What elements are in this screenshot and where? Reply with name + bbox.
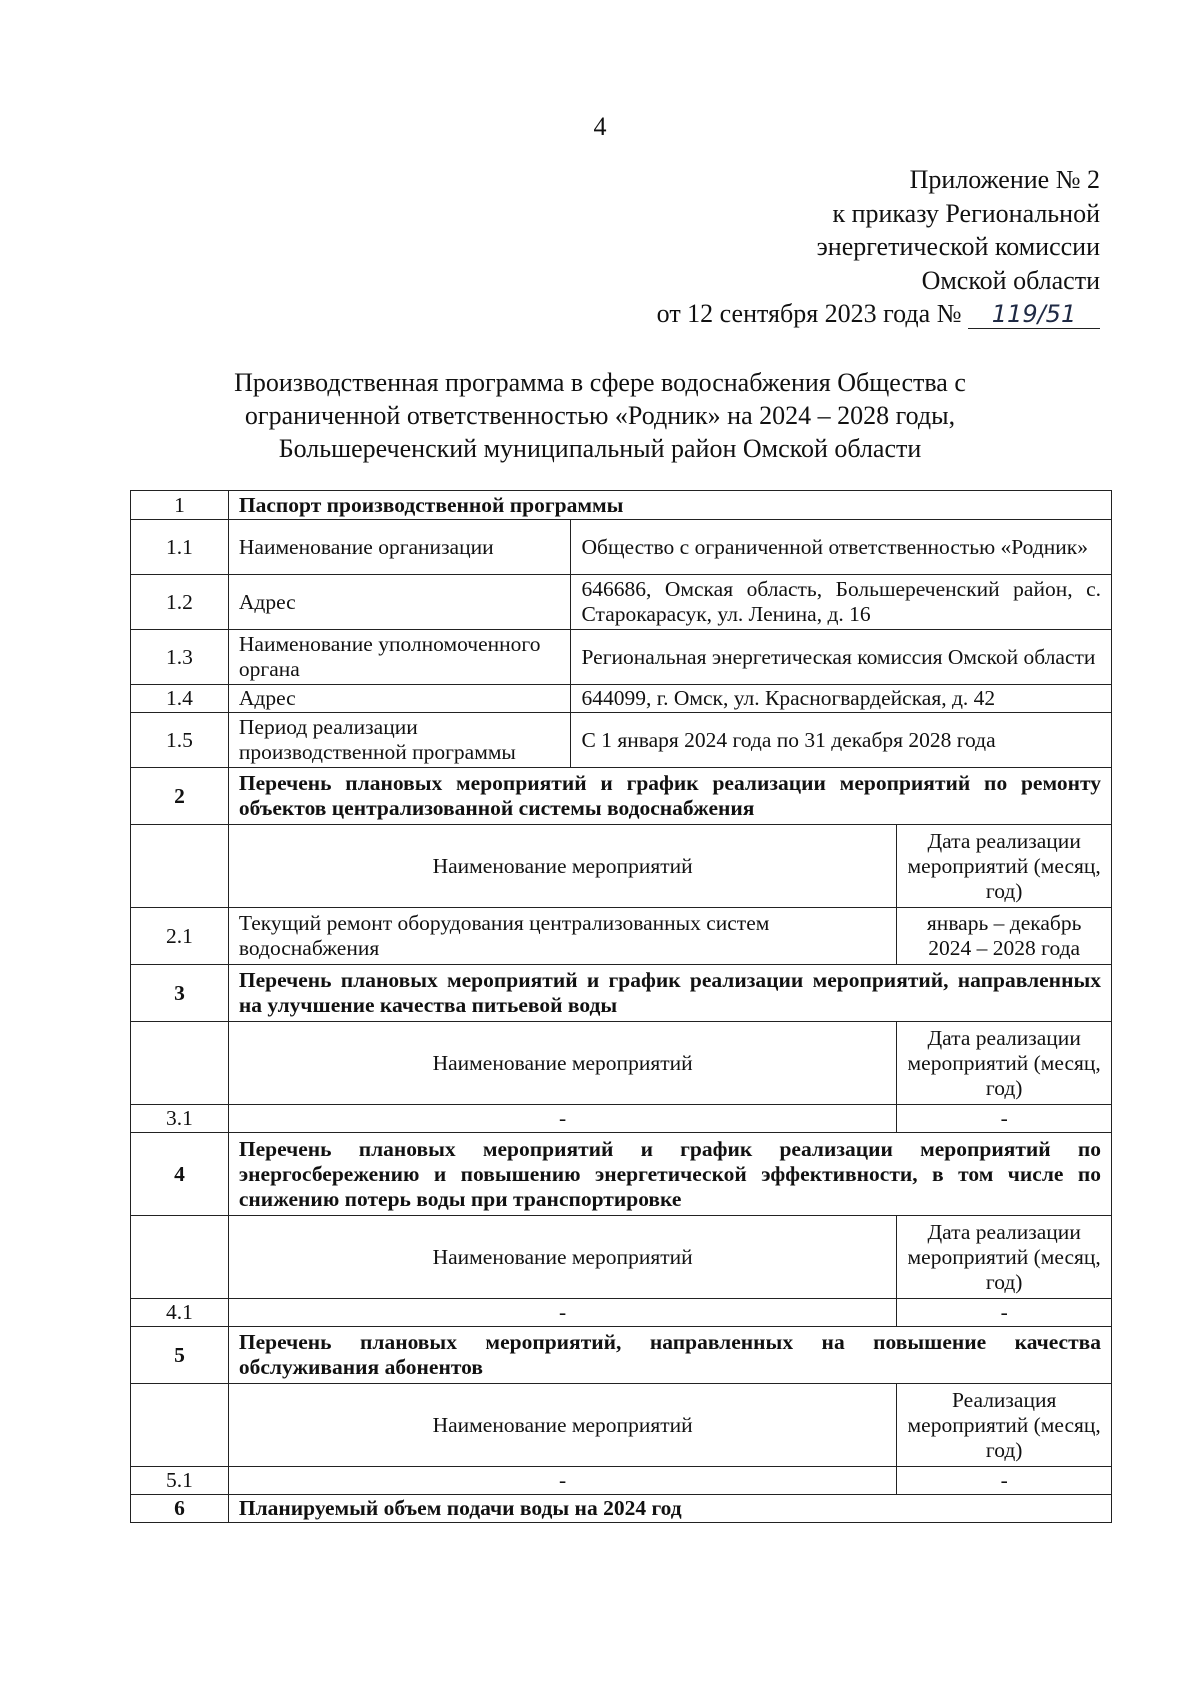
header-activity-name: Наименование мероприятий: [228, 1384, 896, 1467]
row-label: Наименование уполномоченного органа: [228, 630, 571, 685]
section-title: Перечень плановых мероприятий и график реализации мероприятий, направленных на улучшение качества питьевой воды: [228, 965, 1111, 1022]
row-number: 2.1: [131, 908, 229, 965]
section-row-5: [131, 1327, 1112, 1384]
empty-cell: [131, 1216, 229, 1299]
table-row: [131, 520, 1112, 575]
header-activity-name: Наименование мероприятий: [228, 1022, 896, 1105]
table-row: [131, 575, 1112, 630]
row-value: 646686, Омская область, Большереченский район, с. Старокарасук, ул. Ленина, д. 16: [571, 575, 1112, 630]
row-value: 644099, г. Омск, ул. Красногвардейская, д. 42: [571, 685, 1112, 713]
title-line-3: Большереченский муниципальный район Омской области: [278, 434, 922, 463]
row-number: 1.5: [131, 713, 229, 768]
appendix-header: [657, 163, 1100, 331]
appendix-line-1: Приложение № 2: [909, 165, 1100, 194]
section-row-3: [131, 965, 1112, 1022]
row-number: 1.2: [131, 575, 229, 630]
table-row: [131, 685, 1112, 713]
section-row-1: [131, 491, 1112, 520]
program-table: [130, 490, 1112, 1523]
appendix-date: от 12 сентября 2023 года №: [656, 299, 962, 328]
row-label: Период реализации производственной программы: [228, 713, 571, 768]
column-header-row: [131, 1384, 1112, 1467]
section-number: 1: [131, 491, 229, 520]
title-line-2: ограниченной ответственностью «Родник» на 2024 – 2028 годы,: [244, 401, 956, 430]
row-value: Общество с ограниченной ответственностью «Родник»: [571, 520, 1112, 575]
table-row: [131, 630, 1112, 685]
header-activity-name: Наименование мероприятий: [228, 825, 896, 908]
activity-date: -: [897, 1299, 1112, 1327]
row-number: 1.3: [131, 630, 229, 685]
table-row: [131, 908, 1112, 965]
row-label: Адрес: [228, 575, 571, 630]
row-number: 5.1: [131, 1467, 229, 1495]
page-number: 4: [593, 112, 607, 141]
empty-cell: [131, 1384, 229, 1467]
header-date: Реализация мероприятий (месяц, год): [897, 1384, 1112, 1467]
empty-cell: [131, 1022, 229, 1105]
empty-cell: [131, 825, 229, 908]
activity-date: январь – декабрь 2024 – 2028 года: [897, 908, 1112, 965]
title-line-1: Производственная программа в сфере водоснабжения Общества с: [234, 368, 966, 397]
header-date: Дата реализации мероприятий (месяц, год): [897, 1022, 1112, 1105]
section-title: Перечень плановых мероприятий, направленных на повышение качества обслуживания абонентов: [228, 1327, 1111, 1384]
section-number: 4: [131, 1133, 229, 1216]
document-title: [150, 366, 1050, 465]
row-number: 4.1: [131, 1299, 229, 1327]
activity-name: -: [228, 1299, 896, 1327]
column-header-row: [131, 1216, 1112, 1299]
table-row: [131, 1105, 1112, 1133]
section-title: Паспорт производственной программы: [228, 491, 1111, 520]
order-number-handwritten: 119/51: [968, 300, 1100, 329]
row-number: 1.1: [131, 520, 229, 575]
column-header-row: [131, 1022, 1112, 1105]
appendix-line-4: Омской области: [921, 265, 1100, 295]
section-row-6: [131, 1495, 1112, 1523]
table-row: [131, 1299, 1112, 1327]
appendix-line-2: к приказу Региональной: [832, 198, 1100, 228]
row-number: 1.4: [131, 685, 229, 713]
section-number: 5: [131, 1327, 229, 1384]
section-title: Планируемый объем подачи воды на 2024 год: [228, 1495, 1111, 1523]
header-activity-name: Наименование мероприятий: [228, 1216, 896, 1299]
table-row: [131, 1467, 1112, 1495]
row-number: 3.1: [131, 1105, 229, 1133]
section-row-2: [131, 768, 1112, 825]
activity-date: -: [897, 1467, 1112, 1495]
row-label: Адрес: [228, 685, 571, 713]
column-header-row: [131, 825, 1112, 908]
header-date: Дата реализации мероприятий (месяц, год): [897, 1216, 1112, 1299]
row-value: С 1 января 2024 года по 31 декабря 2028 года: [571, 713, 1112, 768]
appendix-line-3: энергетической комиссии: [816, 232, 1100, 261]
activity-name: -: [228, 1467, 896, 1495]
activity-name: Текущий ремонт оборудования централизованных систем водоснабжения: [228, 908, 896, 965]
row-label: Наименование организации: [228, 520, 571, 575]
section-title: Перечень плановых мероприятий и график реализации мероприятий по ремонту объектов централизованной системы водоснабжения: [228, 768, 1111, 825]
appendix-date-line: [657, 297, 1100, 331]
section-row-4: [131, 1133, 1112, 1216]
activity-date: -: [897, 1105, 1112, 1133]
section-number: 2: [131, 768, 229, 825]
table-row: [131, 713, 1112, 768]
row-value: Региональная энергетическая комиссия Омской области: [571, 630, 1112, 685]
section-number: 3: [131, 965, 229, 1022]
activity-name: -: [228, 1105, 896, 1133]
section-number: 6: [131, 1495, 229, 1523]
section-title: Перечень плановых мероприятий и график реализации мероприятий по энергосбережению и повышению энергетической эффективности, в том числе по снижению потерь воды при транспортировке: [228, 1133, 1111, 1216]
header-date: Дата реализации мероприятий (месяц, год): [897, 825, 1112, 908]
